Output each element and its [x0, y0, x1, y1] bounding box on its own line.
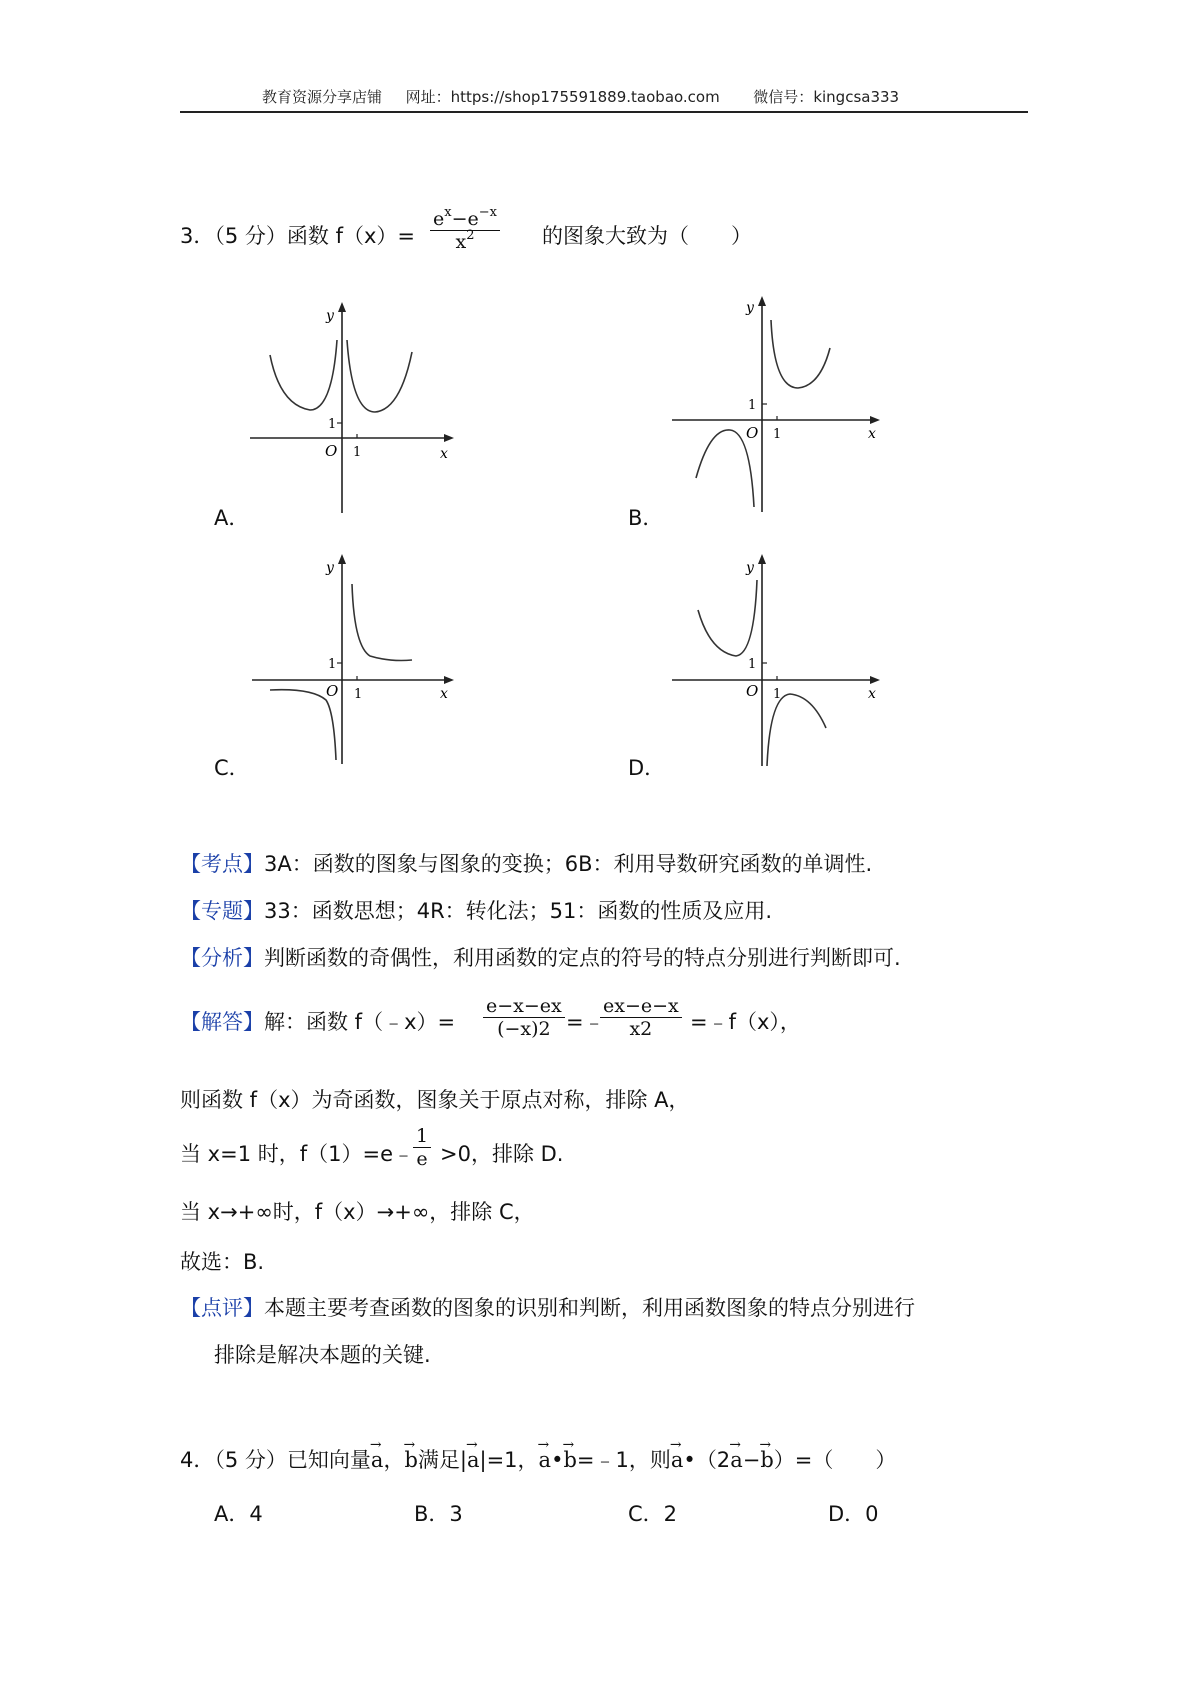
graph-b [660, 292, 900, 517]
graph-c-y-label: y [326, 560, 334, 576]
header-divider [180, 111, 1028, 113]
q3-stem-prefix: 3．（5 分）函数 f（x）= [180, 224, 415, 248]
q4-option-d[interactable]: D．0 [828, 1502, 879, 1526]
jieda-fraction-2-numerator: ex−e−x [603, 995, 679, 1017]
graph-a-y-tick: 1 [328, 417, 337, 432]
kaodian-line [180, 850, 872, 878]
url-label: 网址： [405, 88, 451, 106]
wechat-id: kingcsa333 [813, 88, 900, 106]
zhuanti-line [180, 897, 772, 925]
vector-b: → b [404, 1446, 417, 1474]
graph-a-x-label: x [440, 446, 448, 462]
graph-a [240, 300, 480, 520]
solution-line-2: 则函数 f（x）为奇函数，图象关于原点对称，排除 A， [180, 1088, 690, 1112]
graph-c [240, 548, 480, 768]
fenxi-text: 判断函数的奇偶性，利用函数的定点的符号的特点分别进行判断即可. [264, 946, 901, 970]
solution-line-3-suffix: >0，排除 D. [440, 1142, 564, 1166]
graph-d-origin: O [746, 682, 759, 700]
graph-c-y-tick: 1 [328, 657, 337, 672]
q3-formula-denominator: $x^2$ [455, 228, 475, 253]
graph-c-x-tick: 1 [354, 687, 363, 702]
wechat-label: 微信号： [753, 88, 814, 106]
option-a-label[interactable]: A． [214, 506, 250, 530]
vector-a: → a [539, 1446, 552, 1474]
vector-b: → b [563, 1446, 576, 1474]
solution-line-5: 故选：B. [180, 1250, 265, 1274]
fenxi-line [180, 944, 901, 972]
graph-b-y-label: y [746, 300, 754, 316]
graph-b-x-tick: 1 [773, 427, 782, 442]
graph-d [660, 548, 900, 770]
fraction-numerator: 1 [416, 1125, 429, 1147]
jieda-fraction-1 [483, 995, 565, 1040]
vector-a: → a [671, 1446, 684, 1474]
zhuanti-text: 33：函数思想；4R：转化法；51：函数的性质及应用. [264, 899, 773, 923]
jieda-fraction-1-denominator: (−x)2 [497, 1018, 551, 1040]
kaodian-tag: 【考点】 [180, 852, 264, 876]
vector-a: → a [467, 1446, 480, 1474]
solution-line-3-fraction [413, 1125, 431, 1170]
option-d-label[interactable]: D． [628, 756, 666, 780]
option-c-label[interactable]: C． [214, 756, 250, 780]
jieda-fraction-2 [600, 995, 682, 1040]
graph-a-origin: O [325, 442, 338, 460]
q4-option-a[interactable]: A．4 [214, 1502, 263, 1526]
graph-c-origin: O [326, 682, 339, 700]
q3-formula [430, 205, 500, 253]
option-b-label[interactable]: B． [628, 506, 664, 530]
solution-line-4: 当 x→+∞时，f（x）→+∞，排除 C， [180, 1200, 535, 1224]
jieda-fraction-1-numerator: e−x−ex [486, 995, 562, 1017]
dianping-text-1: 本题主要考查函数的图象的识别和判断，利用函数图象的特点分别进行 [264, 1296, 915, 1320]
shop-url[interactable]: https://shop175591889.taobao.com [450, 88, 720, 106]
vector-b: → b [760, 1446, 773, 1474]
graph-b-y-tick: 1 [748, 398, 757, 413]
q4-option-b[interactable]: B．3 [414, 1502, 463, 1526]
vector-a: → a [730, 1446, 743, 1474]
graph-b-origin: O [746, 424, 759, 442]
jieda-tag: 【解答】 [180, 1010, 264, 1034]
q3-stem-suffix: 的图象大致为（ ） [542, 224, 752, 248]
kaodian-text: 3A：函数的图象与图象的变换；6B：利用导数研究函数的单调性. [264, 852, 873, 876]
graph-a-x-tick: 1 [353, 445, 362, 460]
fenxi-tag: 【分析】 [180, 946, 264, 970]
solution-line-3-prefix: 当 x=1 时，f（1）=e﹣ [180, 1142, 415, 1166]
graph-d-y-label: y [746, 560, 754, 576]
jieda-prefix: 解：函数 f（﹣x）= [264, 1010, 456, 1034]
fraction-denominator: e [416, 1148, 428, 1170]
dianping-line-2: 排除是解决本题的关键. [214, 1343, 431, 1367]
jieda-line [180, 1008, 455, 1036]
graph-d-x-label: x [868, 686, 876, 702]
q3-formula-numerator: $e^x-e^{-x}$ [433, 205, 497, 230]
q4-stem: 4．（5 分）已知向量→ a，→ b满足|→ a|=1，→ a•→ b=﹣1，则→ a•（2→ a−→ b）=（ ） [180, 1446, 896, 1474]
header [262, 86, 899, 107]
vector-a: → a [371, 1446, 384, 1474]
graph-a-y-label: y [326, 308, 334, 324]
graph-b-x-label: x [868, 426, 876, 442]
shop-name: 教育资源分享店铺 [262, 88, 383, 106]
jieda-mid: =﹣ [566, 1010, 605, 1034]
jieda-fraction-2-denominator: x2 [629, 1018, 653, 1040]
jieda-suffix: =﹣f（x）， [690, 1010, 801, 1034]
graph-d-y-tick: 1 [748, 657, 757, 672]
graph-d-x-tick: 1 [773, 687, 782, 702]
dianping-tag: 【点评】 [180, 1296, 264, 1320]
graph-c-x-label: x [440, 686, 448, 702]
dianping-line-1 [180, 1294, 915, 1322]
q4-option-c[interactable]: C．2 [628, 1502, 678, 1526]
zhuanti-tag: 【专题】 [180, 899, 264, 923]
